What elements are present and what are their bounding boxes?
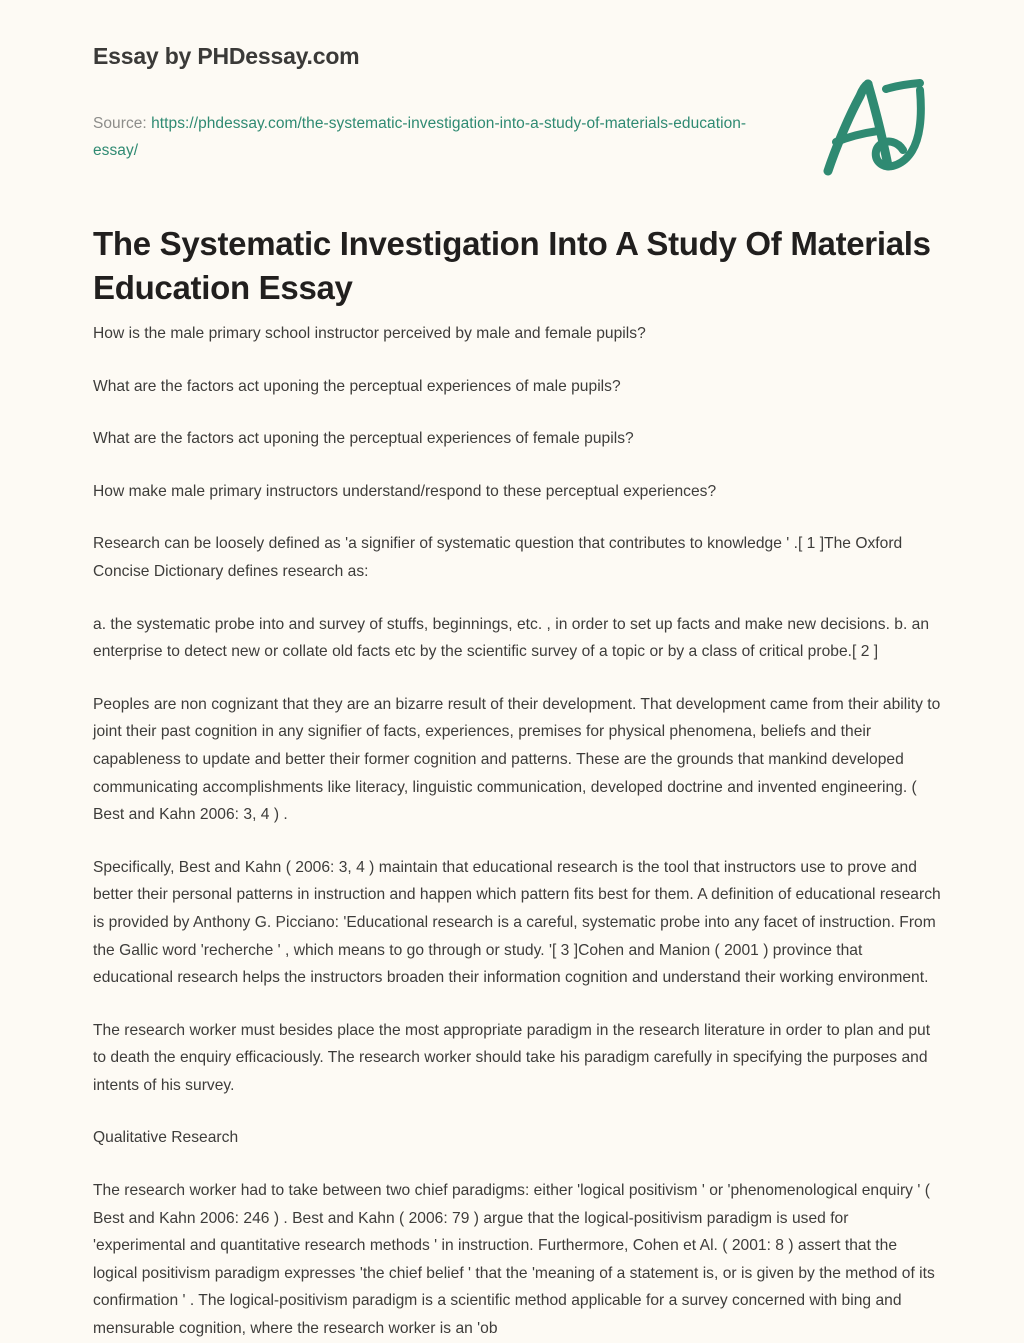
essay-paragraph: The research worker had to take between two chief paradigms: either 'logical positivism ' or 'phenomenological enquiry ' ( Best and Kahn 2006: 246 ) . Best and Kahn ( 2006: 79 ) argue that the logical-positivism paradigm is used for 'experimental and quantitative research methods ' in instruction. Furthermore, Cohen et Al. ( 2001: 8 ) assert that the logical positivism paradigm expresses 'the chief belief ' that the 'meaning of a statement is, or is given by the method of its confirmation ' . The logical-positivism paradigm is a scientific method applicable for a survey concerned with bing and mensurable cognition, where the research worker is an 'ob [93, 1182, 935, 1338]
essay-paragraph: How make male primary instructors understand/respond to these perceptual experiences? [93, 482, 717, 500]
essay-paragraph: What are the factors act uponing the perceptual experiences of male pupils? [93, 377, 621, 395]
essay-paragraph: a. the systematic probe into and survey of stuffs, beginnings, etc. , in order to set up facts and make new decisions. b. an enterprise to detect new or collate old facts etc by the scientific survey of a topic or by a class of critical probe.[ 2 ] [93, 615, 930, 661]
essay-paragraph: What are the factors act uponing the perceptual experiences of female pupils? [93, 430, 634, 448]
essay-section-label: Qualitative Research [93, 1129, 239, 1147]
brand-title: Essay by PHDessay.com [93, 43, 360, 69]
source-label: Source: [93, 115, 147, 132]
essay-paragraph: Specifically, Best and Kahn ( 2006: 3, 4 ) maintain that educational research is the tool that instructors use to prove and better their personal patterns in instruction and happen which pattern fits best for them. A definition of educational research is provided by Anthony G. Picciano: 'Educational research is a careful, systematic probe into any facet of instruction. From the Gallic word 'recherche ' , which means to go through or study. '[ 3 ]Cohen and Manion ( 2001 ) province that educational research helps the instructors broaden their information cognition and understand their working environment. [93, 858, 941, 987]
source-line [93, 110, 753, 164]
essay-paragraph: How is the male primary school instructor perceived by male and female pupils? [93, 325, 646, 342]
page-title: The Systematic Investigation Into A Study Of Materials Education Essay [93, 225, 931, 306]
a-plus-logo-icon [808, 78, 932, 182]
a-plus-logo [808, 78, 932, 182]
essay-body [93, 320, 943, 1343]
essay-paragraph: Peoples are non cognizant that they are an bizarre result of their development. That development came from their ability to joint their past cognition in any signifier of facts, experiences, premises for physical phenomena, beliefs and their capableness to update and better their former cognition and patterns. These are the grounds that mankind developed communicating accomplishments like literacy, linguistic communication, developed doctrine and invented engineering. ( Best and Kahn 2006: 3, 4 ) . [93, 695, 941, 824]
essay-paragraph: Research can be loosely defined as 'a signifier of systematic question that contributes to knowledge ' .[ 1 ]The Oxford Concise Dictionary defines research as: [93, 535, 903, 580]
source-url-link[interactable]: https://phdessay.com/the-systematic-investigation-into-a-study-of-materials-education-essay/ [93, 115, 747, 160]
essay-paragraph: The research worker must besides place the most appropriate paradigm in the research literature in order to plan and put to death the enquiry efficaciously. The research worker should take his paradigm carefully in specifying the purposes and intents of his survey. [93, 1021, 931, 1094]
